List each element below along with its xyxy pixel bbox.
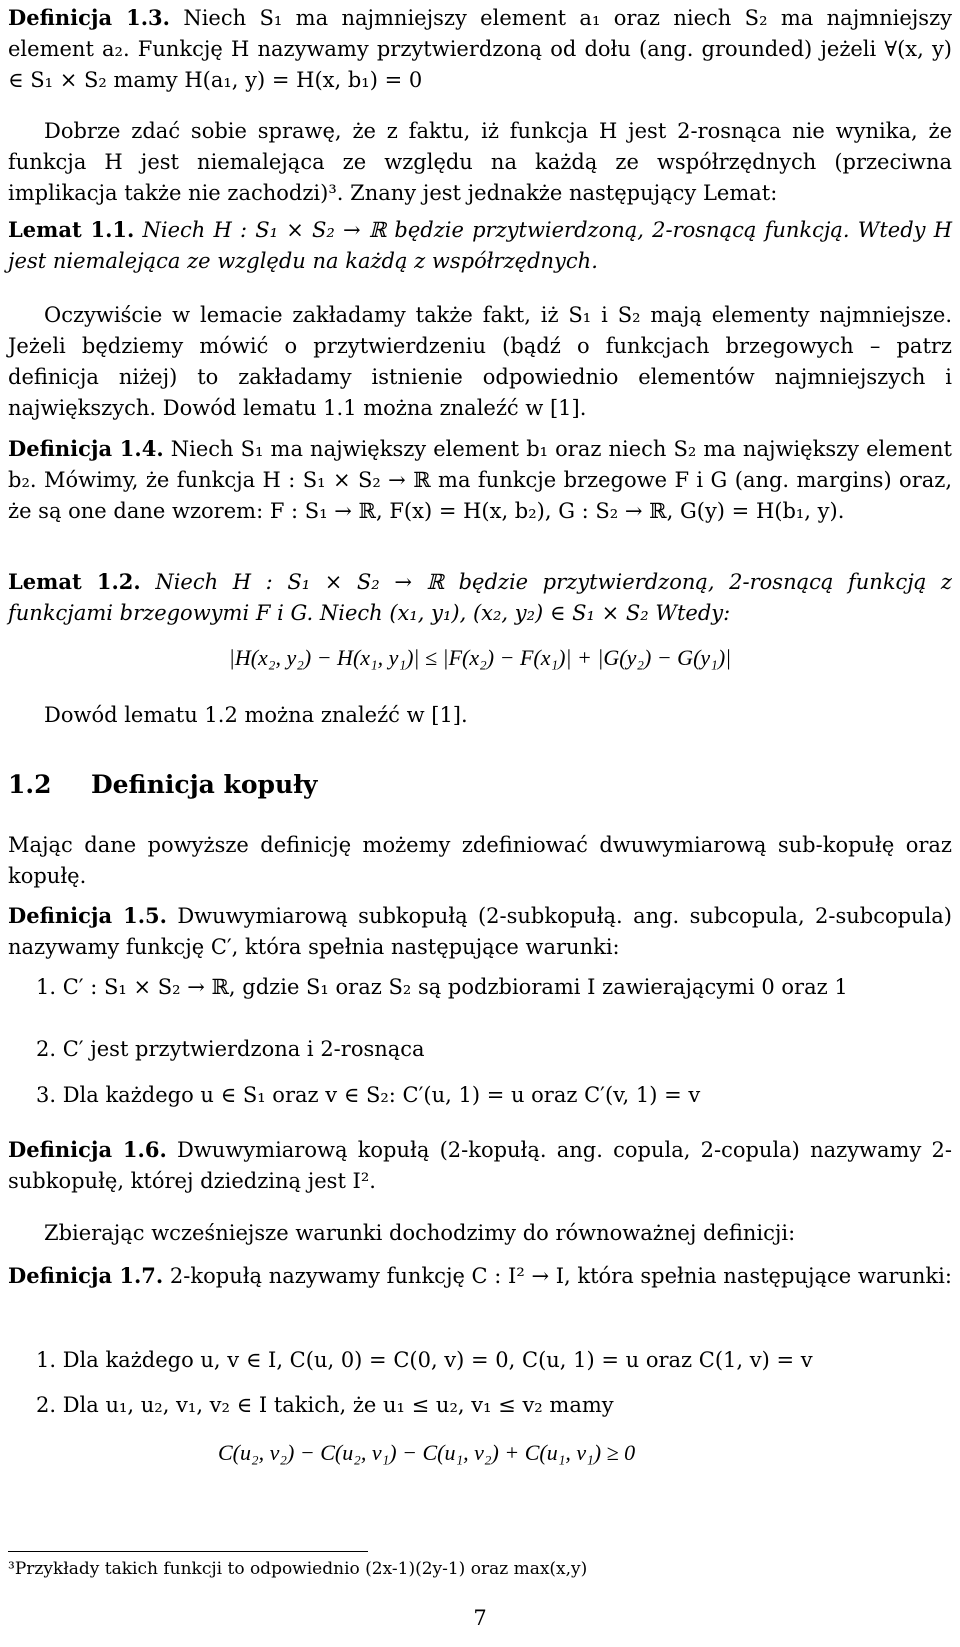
list-item: 1. Dla każdego u, v ∈ I, C(u, 0) = C(0, v) = 0, C(u, 1) = u oraz C(1, v) = v: [36, 1348, 813, 1372]
definition-1-4: [8, 433, 952, 527]
paragraph-lemma-remark: Oczywiście w lemacie zakładamy także fakt, iż S₁ i S₂ mają elementy najmniejsze. Jeżeli będziemy mówić o przytwierdzeniu (bądź o funkcjach brzegowych – patrz definicja niżej) to zakładamy istnienie odpowiednio elementów najmniejszych i największych. Dowód lematu 1.1 można znaleźć w [1].: [8, 303, 952, 420]
definition-label: Definicja 1.3.: [8, 5, 170, 30]
lemma-1-2-formula: |H(x₂, y₂) − H(x₁, y₁)| ≤ |F(x₂) − F(x₁)| + |G(y₂) − G(y₁)|: [228, 645, 732, 670]
definition-1-7-formula: C(u₂, v₂) − C(u₂, v₁) − C(u₁, v₂) + C(u₁, v₁) ≥ 0: [218, 1440, 636, 1465]
definition-text: Niech S₁ ma najmniejszy element a₁ oraz niech S₂ ma najmniejszy element a₂. Funkcję H nazywamy przytwierdzoną od dołu (ang. grounded) jeżeli ∀(x, y) ∈ S₁ × S₂ mamy H(a₁, y) = H(x, b₁) = 0: [8, 6, 953, 92]
lemma-label: Lemat 1.2.: [8, 569, 141, 594]
proof-1-2: Dowód lematu 1.2 można znaleźć w [1].: [44, 703, 468, 727]
lemma-1-1: [8, 214, 952, 277]
definition-1-7: [8, 1260, 952, 1292]
definition-1-3: [8, 2, 952, 96]
lemma-1-2: [8, 566, 952, 629]
definition-label: Definicja 1.4.: [8, 436, 164, 461]
footnote: ³Przykłady takich funkcji to odpowiednio (2x-1)(2y-1) oraz max(x,y): [8, 1559, 588, 1579]
section-number: 1.2: [8, 770, 52, 799]
footnote-rule: [8, 1551, 368, 1552]
list-item: 1. C′ : S₁ × S₂ → ℝ, gdzie S₁ oraz S₂ są podzbiorami I zawierającymi 0 oraz 1: [36, 975, 848, 999]
list-item: 2. C′ jest przytwierdzona i 2-rosnąca: [36, 1037, 425, 1061]
definition-text: Dwuwymiarową subkopułą (2-subkopułą. ang. subcopula, 2-subcopula) nazywamy funkcję C′, która spełnia następujące warunki:: [8, 904, 952, 959]
list-item: 3. Dla każdego u ∈ S₁ oraz v ∈ S₂: C′(u, 1) = u oraz C′(v, 1) = v: [36, 1083, 701, 1107]
definition-label: Definicja 1.7.: [8, 1263, 164, 1288]
section-title: Definicja kopuły: [90, 770, 318, 799]
paragraph-2-rosnaca: Dobrze zdać sobie sprawę, że z faktu, iż funkcja H jest 2-rosnąca nie wynika, że funkcja H jest niemalejąca ze względu na każdą ze współrzędnych (przeciwna implikacja także nie zachodzi)³. Znany jest jednakże następujący Lemat:: [8, 119, 952, 205]
list-item: 2. Dla u₁, u₂, v₁, v₂ ∈ I takich, że u₁ ≤ u₂, v₁ ≤ v₂ mamy: [36, 1393, 614, 1417]
definition-text: 2-kopułą nazywamy funkcję C : I² → I, która spełnia następujące warunki:: [169, 1264, 952, 1288]
definition-label: Definicja 1.5.: [8, 903, 167, 928]
definition-1-5: [8, 900, 952, 963]
definition-label: Definicja 1.6.: [8, 1137, 167, 1162]
paragraph-copula-intro: Mając dane powyższe definicję możemy zdefiniować dwuwymiarową sub-kopułę oraz kopułę.: [8, 833, 952, 888]
lemma-label: Lemat 1.1.: [8, 217, 135, 242]
definition-1-6: [8, 1134, 952, 1197]
lemma-text: Niech H : S₁ × S₂ → ℝ będzie przytwierdzoną, 2-rosnącą funkcją. Wtedy H jest niemalejąca ze względu na każdą z współrzędnych.: [8, 218, 953, 273]
lemma-text: Niech H : S₁ × S₂ → ℝ będzie przytwierdzoną, 2-rosnącą funkcją z funkcjami brzegowymi F i G. Niech (x₁, y₁), (x₂, y₂) ∈ S₁ × S₂ Wtedy:: [8, 570, 952, 625]
definition-text: Niech S₁ ma największy element b₁ oraz niech S₂ ma największy element b₂. Mówimy, że funkcja H : S₁ × S₂ → ℝ ma funkcje brzegowe F i G (ang. margins) oraz, że są one dane wzorem: F : S₁ → ℝ, F(x) = H(x, b₂), G : S₂ → ℝ, G(y) = H(b₁, y).: [8, 437, 952, 523]
page-number: 7: [473, 1606, 487, 1630]
definition-text: Dwuwymiarową kopułą (2-kopułą. ang. copula, 2-copula) nazywamy 2-subkopułę, której dziedziną jest I².: [8, 1138, 952, 1193]
section-heading: [8, 770, 317, 799]
paragraph-equivalent: Zbierając wcześniejsze warunki dochodzimy do równoważnej definicji:: [44, 1221, 796, 1245]
